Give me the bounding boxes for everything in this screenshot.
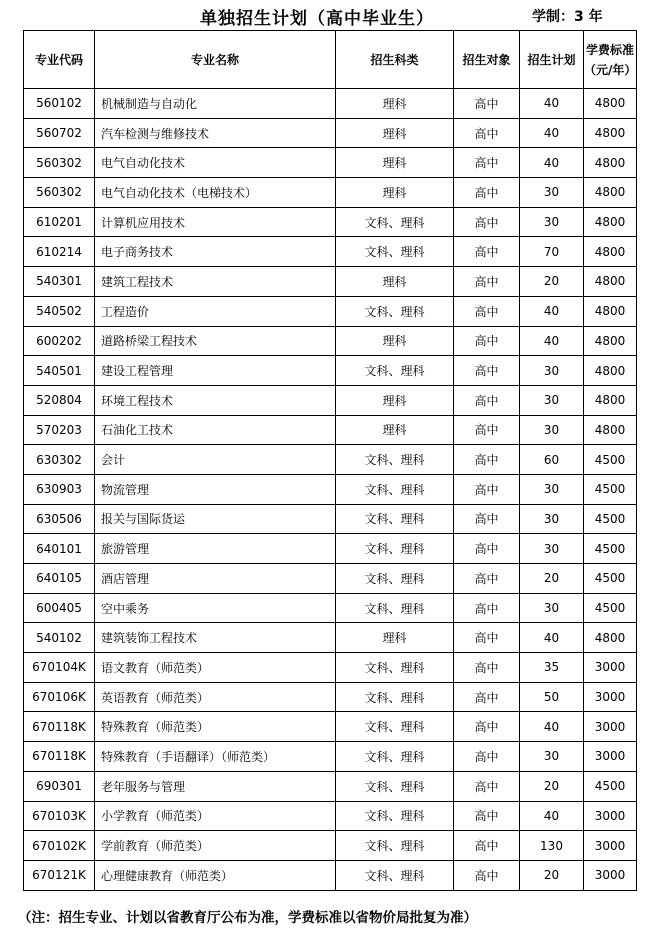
cell-code: 610214 — [24, 237, 95, 267]
table-row — [24, 534, 637, 564]
cell-target: 高中 — [454, 296, 520, 326]
table-row — [24, 326, 637, 356]
cell-code: 670103K — [24, 801, 95, 831]
table-row — [24, 653, 637, 683]
cell-plan: 20 — [520, 771, 584, 801]
cell-name: 酒店管理 — [95, 564, 336, 594]
table-row — [24, 207, 637, 237]
cell-name: 小学教育（师范类） — [95, 801, 336, 831]
cell-plan: 20 — [520, 267, 584, 297]
cell-target: 高中 — [454, 860, 520, 890]
cell-plan: 40 — [520, 296, 584, 326]
cell-code: 640105 — [24, 564, 95, 594]
cell-target: 高中 — [454, 742, 520, 772]
cell-fee: 3000 — [584, 653, 637, 683]
cell-target: 高中 — [454, 653, 520, 683]
cell-target: 高中 — [454, 712, 520, 742]
cell-code: 560302 — [24, 148, 95, 178]
table-row — [24, 237, 637, 267]
cell-code: 520804 — [24, 385, 95, 415]
table-row — [24, 860, 637, 890]
cell-name: 建筑工程技术 — [95, 267, 336, 297]
column-header-plan: 招生计划 — [520, 31, 584, 89]
cell-name: 建设工程管理 — [95, 356, 336, 386]
cell-plan: 30 — [520, 415, 584, 445]
cell-plan: 30 — [520, 207, 584, 237]
table-row — [24, 148, 637, 178]
cell-name: 电子商务技术 — [95, 237, 336, 267]
cell-code: 630903 — [24, 474, 95, 504]
cell-target: 高中 — [454, 385, 520, 415]
cell-fee: 4800 — [584, 178, 637, 208]
cell-subject: 文科、理科 — [336, 742, 454, 772]
cell-plan: 130 — [520, 831, 584, 861]
cell-name: 环境工程技术 — [95, 385, 336, 415]
cell-subject: 理科 — [336, 415, 454, 445]
cell-code: 640101 — [24, 534, 95, 564]
cell-fee: 3000 — [584, 831, 637, 861]
page-title: 单独招生计划（高中毕业生） — [200, 9, 434, 29]
cell-fee: 3000 — [584, 801, 637, 831]
cell-plan: 70 — [520, 237, 584, 267]
cell-plan: 30 — [520, 385, 584, 415]
column-header-subject: 招生科类 — [336, 31, 454, 89]
cell-name: 报关与国际货运 — [95, 504, 336, 534]
cell-fee: 4800 — [584, 385, 637, 415]
cell-subject: 文科、理科 — [336, 474, 454, 504]
table-row — [24, 415, 637, 445]
cell-name: 机械制造与自动化 — [95, 89, 336, 119]
table-row — [24, 564, 637, 594]
column-header-fee-line2: （元/年） — [584, 62, 637, 77]
cell-fee: 4800 — [584, 148, 637, 178]
cell-fee: 4500 — [584, 534, 637, 564]
cell-target: 高中 — [454, 445, 520, 475]
cell-code: 560702 — [24, 118, 95, 148]
cell-subject: 文科、理科 — [336, 564, 454, 594]
enrollment-plan-table — [23, 30, 637, 891]
table-row — [24, 445, 637, 475]
cell-code: 540502 — [24, 296, 95, 326]
cell-code: 540501 — [24, 356, 95, 386]
cell-target: 高中 — [454, 178, 520, 208]
cell-subject: 文科、理科 — [336, 771, 454, 801]
cell-subject: 文科、理科 — [336, 356, 454, 386]
cell-fee: 4800 — [584, 118, 637, 148]
cell-code: 540102 — [24, 623, 95, 653]
cell-subject: 文科、理科 — [336, 653, 454, 683]
cell-code: 690301 — [24, 771, 95, 801]
cell-fee: 4500 — [584, 445, 637, 475]
cell-target: 高中 — [454, 118, 520, 148]
cell-plan: 30 — [520, 474, 584, 504]
table-row — [24, 712, 637, 742]
cell-fee: 4500 — [584, 564, 637, 594]
cell-subject: 文科、理科 — [336, 504, 454, 534]
cell-fee: 4800 — [584, 237, 637, 267]
cell-code: 570203 — [24, 415, 95, 445]
cell-plan: 40 — [520, 118, 584, 148]
cell-subject: 理科 — [336, 89, 454, 119]
cell-subject: 理科 — [336, 623, 454, 653]
cell-name: 空中乘务 — [95, 593, 336, 623]
cell-code: 670121K — [24, 860, 95, 890]
table-row — [24, 385, 637, 415]
column-header-name: 专业名称 — [95, 31, 336, 89]
cell-name: 会计 — [95, 445, 336, 475]
cell-target: 高中 — [454, 534, 520, 564]
cell-name: 电气自动化技术（电梯技术） — [95, 178, 336, 208]
cell-fee: 4800 — [584, 415, 637, 445]
cell-plan: 20 — [520, 564, 584, 594]
table-row — [24, 623, 637, 653]
cell-fee: 4800 — [584, 207, 637, 237]
cell-code: 600202 — [24, 326, 95, 356]
cell-code: 670106K — [24, 682, 95, 712]
cell-target: 高中 — [454, 801, 520, 831]
table-row — [24, 742, 637, 772]
cell-subject: 文科、理科 — [336, 831, 454, 861]
column-header-target: 招生对象 — [454, 31, 520, 89]
table-row — [24, 504, 637, 534]
cell-code: 670104K — [24, 653, 95, 683]
table-row — [24, 178, 637, 208]
cell-subject: 文科、理科 — [336, 593, 454, 623]
table-row — [24, 118, 637, 148]
cell-name: 石油化工技术 — [95, 415, 336, 445]
table-row — [24, 831, 637, 861]
cell-fee: 4800 — [584, 89, 637, 119]
cell-fee: 4500 — [584, 593, 637, 623]
cell-target: 高中 — [454, 267, 520, 297]
cell-target: 高中 — [454, 148, 520, 178]
cell-fee: 4800 — [584, 623, 637, 653]
table-row — [24, 771, 637, 801]
cell-name: 语文教育（师范类） — [95, 653, 336, 683]
cell-plan: 30 — [520, 178, 584, 208]
cell-fee: 4500 — [584, 474, 637, 504]
cell-plan: 40 — [520, 801, 584, 831]
cell-target: 高中 — [454, 771, 520, 801]
cell-code: 670118K — [24, 712, 95, 742]
cell-target: 高中 — [454, 474, 520, 504]
cell-plan: 30 — [520, 356, 584, 386]
cell-target: 高中 — [454, 564, 520, 594]
table-row — [24, 267, 637, 297]
cell-subject: 理科 — [336, 326, 454, 356]
cell-name: 建筑装饰工程技术 — [95, 623, 336, 653]
table-row — [24, 356, 637, 386]
cell-target: 高中 — [454, 207, 520, 237]
cell-name: 心理健康教育（师范类） — [95, 860, 336, 890]
table-row — [24, 593, 637, 623]
cell-fee: 4800 — [584, 356, 637, 386]
cell-target: 高中 — [454, 831, 520, 861]
cell-target: 高中 — [454, 89, 520, 119]
cell-subject: 文科、理科 — [336, 712, 454, 742]
table-row — [24, 89, 637, 119]
cell-code: 610201 — [24, 207, 95, 237]
column-header-code: 专业代码 — [24, 31, 95, 89]
cell-code: 560302 — [24, 178, 95, 208]
cell-subject: 理科 — [336, 267, 454, 297]
cell-fee: 3000 — [584, 860, 637, 890]
document-header — [0, 4, 660, 28]
cell-plan: 35 — [520, 653, 584, 683]
cell-code: 600405 — [24, 593, 95, 623]
cell-subject: 理科 — [336, 385, 454, 415]
cell-fee: 4800 — [584, 267, 637, 297]
cell-code: 630302 — [24, 445, 95, 475]
cell-code: 540301 — [24, 267, 95, 297]
cell-subject: 文科、理科 — [336, 682, 454, 712]
cell-plan: 40 — [520, 148, 584, 178]
cell-fee: 4800 — [584, 296, 637, 326]
cell-target: 高中 — [454, 504, 520, 534]
cell-subject: 文科、理科 — [336, 445, 454, 475]
cell-name: 学前教育（师范类） — [95, 831, 336, 861]
cell-fee: 3000 — [584, 742, 637, 772]
cell-subject: 理科 — [336, 148, 454, 178]
cell-plan: 60 — [520, 445, 584, 475]
cell-name: 旅游管理 — [95, 534, 336, 564]
table-row — [24, 474, 637, 504]
cell-plan: 30 — [520, 534, 584, 564]
cell-fee: 4800 — [584, 326, 637, 356]
cell-name: 汽车检测与维修技术 — [95, 118, 336, 148]
cell-fee: 3000 — [584, 682, 637, 712]
cell-subject: 理科 — [336, 118, 454, 148]
cell-plan: 20 — [520, 860, 584, 890]
cell-code: 560102 — [24, 89, 95, 119]
column-header-fee — [584, 31, 637, 89]
footer-note: （注：招生专业、计划以省教育厅公布为准，学费标准以省物价局批复为准） — [18, 910, 477, 926]
cell-subject: 理科 — [336, 178, 454, 208]
cell-target: 高中 — [454, 326, 520, 356]
cell-plan: 30 — [520, 742, 584, 772]
cell-fee: 4500 — [584, 771, 637, 801]
cell-code: 670102K — [24, 831, 95, 861]
cell-name: 计算机应用技术 — [95, 207, 336, 237]
cell-subject: 文科、理科 — [336, 534, 454, 564]
cell-target: 高中 — [454, 623, 520, 653]
table-row — [24, 296, 637, 326]
cell-target: 高中 — [454, 415, 520, 445]
cell-fee: 3000 — [584, 712, 637, 742]
cell-subject: 文科、理科 — [336, 207, 454, 237]
cell-plan: 40 — [520, 89, 584, 119]
cell-name: 特殊教育（手语翻译）（师范类） — [95, 742, 336, 772]
cell-name: 老年服务与管理 — [95, 771, 336, 801]
table-header-row — [24, 31, 637, 89]
cell-target: 高中 — [454, 237, 520, 267]
cell-subject: 文科、理科 — [336, 296, 454, 326]
cell-fee: 4500 — [584, 504, 637, 534]
cell-code: 670118K — [24, 742, 95, 772]
cell-name: 英语教育（师范类） — [95, 682, 336, 712]
cell-subject: 文科、理科 — [336, 801, 454, 831]
cell-subject: 文科、理科 — [336, 860, 454, 890]
cell-target: 高中 — [454, 356, 520, 386]
study-duration: 学制：3 年 — [532, 9, 603, 25]
column-header-fee-line1: 学费标准 — [585, 42, 634, 57]
cell-code: 630506 — [24, 504, 95, 534]
cell-target: 高中 — [454, 682, 520, 712]
cell-name: 电气自动化技术 — [95, 148, 336, 178]
cell-name: 工程造价 — [95, 296, 336, 326]
cell-subject: 文科、理科 — [336, 237, 454, 267]
cell-name: 物流管理 — [95, 474, 336, 504]
table-row — [24, 801, 637, 831]
cell-name: 特殊教育（师范类） — [95, 712, 336, 742]
table-row — [24, 682, 637, 712]
cell-name: 道路桥梁工程技术 — [95, 326, 336, 356]
cell-target: 高中 — [454, 593, 520, 623]
cell-plan: 40 — [520, 326, 584, 356]
cell-plan: 40 — [520, 623, 584, 653]
cell-plan: 40 — [520, 712, 584, 742]
cell-plan: 30 — [520, 593, 584, 623]
cell-plan: 50 — [520, 682, 584, 712]
cell-plan: 30 — [520, 504, 584, 534]
